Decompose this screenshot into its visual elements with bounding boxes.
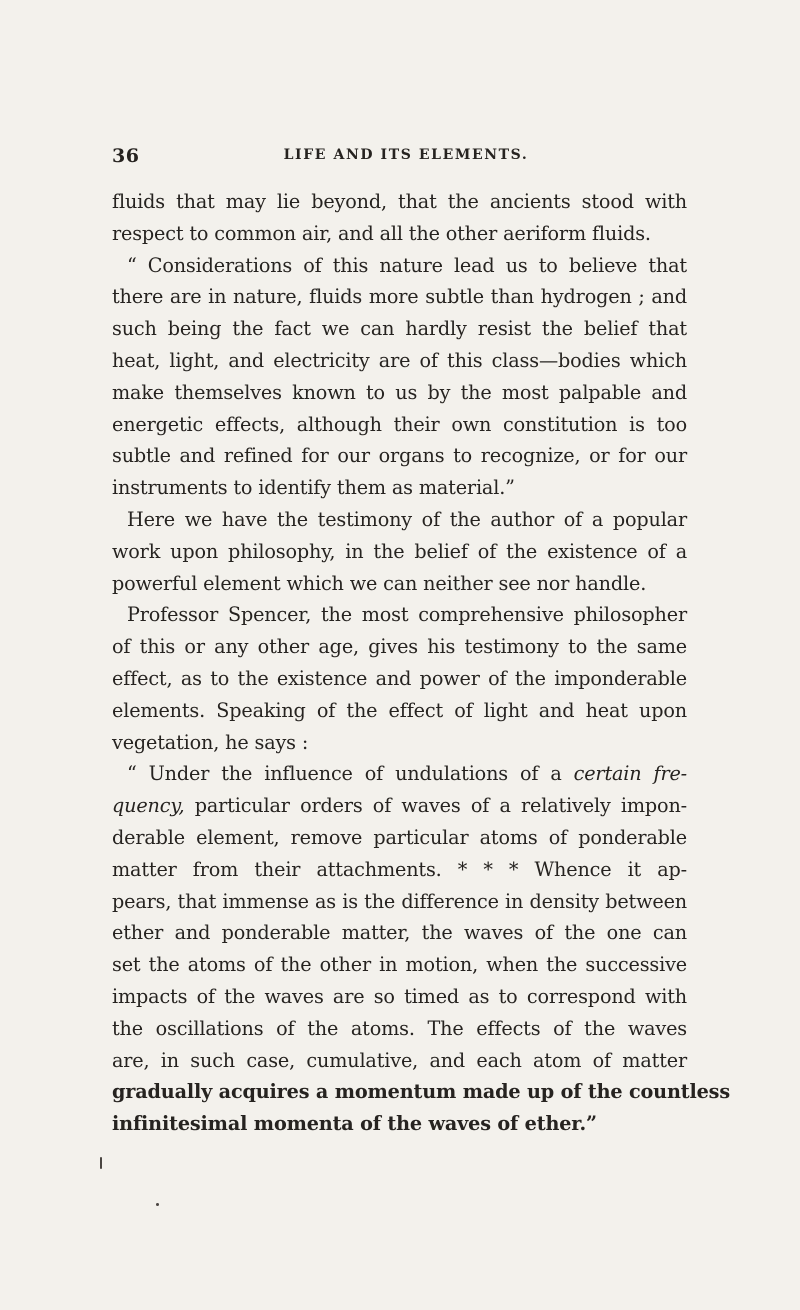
italic-text: quency, <box>112 794 185 818</box>
text-line: make themselves known to us by the most palpable and <box>112 380 687 404</box>
text-line: instruments to identify them as material.” <box>112 476 515 500</box>
text-line: the oscillations of the atoms. The effects of the waves <box>112 1016 687 1040</box>
text-line: are, in such case, cumulative, and each atom of matter <box>112 1048 687 1072</box>
text-line: respect to common air, and all the other aeriform fluids. <box>112 221 651 245</box>
text-line: “ Considerations of this nature lead us to believe that <box>127 253 687 277</box>
text-line: matter from their attachments. * * * Whence it ap- <box>112 857 687 881</box>
print-speck-mark <box>100 1157 102 1169</box>
text-line: infinitesimal momenta of the waves of ether.” <box>112 1112 597 1136</box>
page-header <box>112 145 700 169</box>
body-text <box>112 186 730 1140</box>
text-line <box>112 790 687 822</box>
italic-text: certain fre- <box>573 762 687 786</box>
text-line: ether and ponderable matter, the waves of the one can <box>112 921 687 945</box>
text-line: derable element, remove particular atoms of ponderable <box>112 825 687 849</box>
text-line: elements. Speaking of the effect of light and heat upon <box>112 698 687 722</box>
text-line: powerful element which we can neither see nor handle. <box>112 571 647 595</box>
text-run: particular orders of waves of a relatively impon- <box>184 794 687 818</box>
text-run: “ Under the influence of undulations of a <box>127 762 574 786</box>
text-line: Here we have the testimony of the author of a popular <box>127 507 687 531</box>
text-line <box>112 758 687 790</box>
text-line: vegetation, he says : <box>112 730 309 754</box>
page-number: 36 <box>112 145 140 167</box>
running-title: LIFE AND ITS ELEMENTS. <box>283 147 529 163</box>
text-line: gradually acquires a momentum made up of the countless <box>112 1080 730 1104</box>
text-line: such being the fact we can hardly resist the belief that <box>112 317 687 341</box>
text-line: effect, as to the existence and power of the imponderable <box>112 666 687 690</box>
text-line: of this or any other age, gives his testimony to the same <box>112 635 687 659</box>
text-line: energetic effects, although their own constitution is too <box>112 412 687 436</box>
print-speck-mark <box>156 1203 159 1206</box>
text-line: fluids that may lie beyond, that the ancients stood with <box>112 190 687 213</box>
text-line: set the atoms of the other in motion, when the successive <box>112 953 687 977</box>
text-line: Professor Spencer, the most comprehensive philosopher <box>127 603 687 627</box>
text-line: there are in nature, fluids more subtle than hydrogen ; and <box>112 285 687 309</box>
text-line: heat, light, and electricity are of this class—bodies which <box>112 348 687 372</box>
text-line: subtle and refined for our organs to recognize, or for our <box>112 444 687 468</box>
text-line: work upon philosophy, in the belief of the existence of a <box>112 539 687 563</box>
text-line: impacts of the waves are so timed as to correspond with <box>112 984 687 1008</box>
text-line: pears, that immense as is the difference in density between <box>112 889 687 913</box>
